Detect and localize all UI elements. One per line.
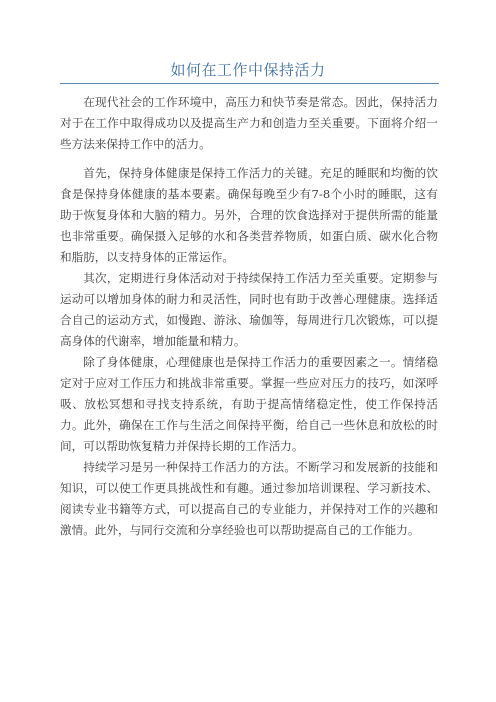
document-title: 如何在工作中保持活力 [170, 61, 326, 79]
paragraph-intro: 在现代社会的工作环境中，高压力和快节奏是常态。因此，保持活力对于在工作中取得成功以及提高生产力和创造力至关重要。下面将介绍一些方法来保持工作中的活力。 [60, 95, 438, 151]
paragraph-physical-health: 首先，保持身体健康是保持工作活力的关键。充足的睡眠和均衡的饮食是保持身体健康的基本要素。确保每晚至少有7-8个小时的睡眠，这有助于恢复身体和大脑的精力。另外，合理的饮食选择对于提供所需的能量也非常重要。确保摄入足够的水和各类营养物质，如蛋白质、碳水化合物和脂肪，以支持身体的正常运作。 [60, 166, 438, 264]
title-underline [60, 83, 439, 84]
paragraph-mental-health: 除了身体健康，心理健康也是保持工作活力的重要因素之一。情绪稳定对于应对工作压力和挑战非常重要。掌握一些应对压力的技巧，如深呼吸、放松冥想和寻找支持系统，有助于提高情绪稳定性，使工作保持活力。此外，确保在工作与生活之间保持平衡，给自己一些休息和放松的时间，可以帮助恢复精力并保持长期的工作活力。 [60, 355, 438, 453]
paragraph-continuous-learning: 持续学习是另一种保持工作活力的方法。不断学习和发展新的技能和知识，可以使工作更具挑战性和有趣。通过参加培训课程、学习新技术、阅读专业书籍等方式，可以提高自己的专业能力，并保持对工作的兴趣和激情。此外，与同行交流和分享经验也可以帮助提高自己的工作能力。 [60, 460, 438, 537]
paragraph-exercise: 其次，定期进行身体活动对于持续保持工作活力至关重要。定期参与运动可以增加身体的耐力和灵活性，同时也有助于改善心理健康。选择适合自己的运动方式，如慢跑、游泳、瑜伽等，每周进行几次锻炼，可以提高身体的代谢率，增加能量和精力。 [60, 271, 438, 348]
